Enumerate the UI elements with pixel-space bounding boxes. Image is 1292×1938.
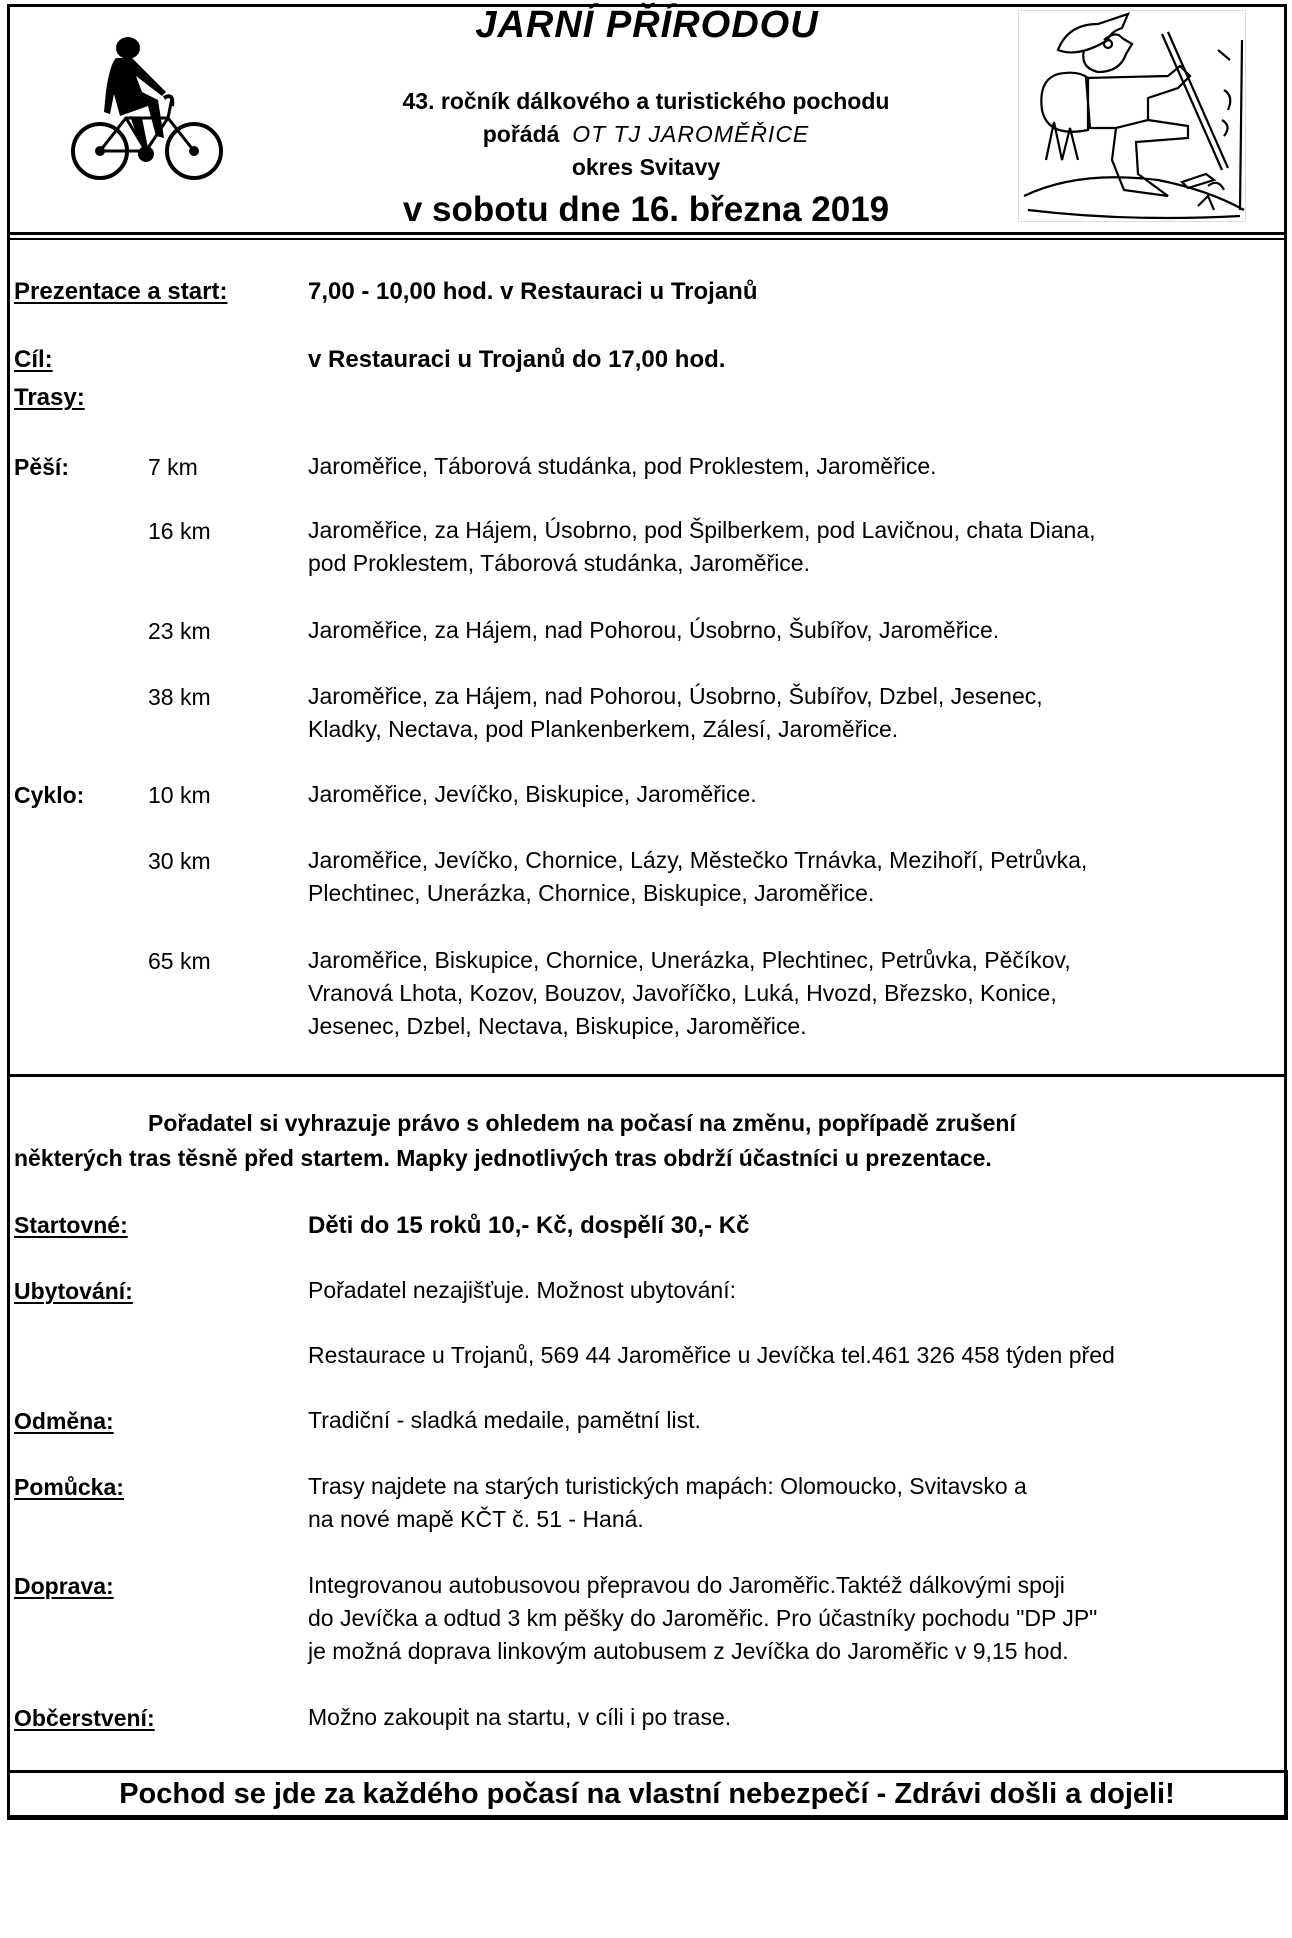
route-distance: 38 km bbox=[148, 684, 211, 710]
obcerstveni-value: Možno zakoupit na startu, v cíli i po trase. bbox=[308, 1704, 732, 1730]
footer-banner bbox=[7, 1770, 1288, 1820]
route-distance: 7 km bbox=[148, 454, 198, 480]
doprava-line: do Jevíčka a odtud 3 km pěšky do Jaroměřic. Pro účastníky pochodu "DP JP" bbox=[308, 1605, 1098, 1631]
frame-left-border bbox=[7, 4, 10, 1770]
startovne-label: Startovné: bbox=[14, 1212, 128, 1238]
ubytovani-label: Ubytování: bbox=[14, 1278, 133, 1304]
route-line: Jaroměřice, za Hájem, nad Pohorou, Úsobrno, Šubířov, Dzbel, Jesenec, bbox=[308, 683, 1043, 709]
route-line: Kladky, Nectava, pod Plankenberkem, Zálesí, Jaroměřice. bbox=[308, 716, 899, 742]
cil-label: Cíl: bbox=[14, 346, 53, 373]
pomucka-label: Pomůcka: bbox=[14, 1474, 124, 1500]
route-line: pod Proklestem, Táborová studánka, Jaroměřice. bbox=[308, 550, 810, 576]
route-distance: 23 km bbox=[148, 618, 211, 644]
organizer-line bbox=[0, 121, 1292, 148]
title-text: JARNÍ PŘÍRODOU bbox=[475, 4, 819, 46]
route-line: Jaroměřice, Táborová studánka, pod Proklestem, Jaroměřice. bbox=[308, 453, 937, 479]
odmena-value: Tradiční - sladká medaile, pamětní list. bbox=[308, 1407, 701, 1433]
doprava-line: Integrovanou autobusovou přepravou do Jaroměřic.Taktéž dálkovými spoji bbox=[308, 1572, 1065, 1598]
prezentace-value: 7,00 - 10,00 hod. v Restauraci u Trojanů bbox=[308, 278, 758, 305]
ubytovani-contact: Restaurace u Trojanů, 569 44 Jaroměřice u Jevíčka tel.461 326 458 týden před bbox=[308, 1342, 1115, 1368]
prezentace-label: Prezentace a start: bbox=[14, 278, 228, 305]
route-distance: 65 km bbox=[148, 948, 211, 974]
route-line: Jaroměřice, Jevíčko, Biskupice, Jaroměřice. bbox=[308, 781, 757, 807]
header-divider-second bbox=[7, 238, 1287, 240]
doprava-label: Doprava: bbox=[14, 1573, 114, 1599]
route-line: Jaroměřice, za Hájem, nad Pohorou, Úsobrno, Šubířov, Jaroměřice. bbox=[308, 617, 1000, 643]
route-line: Jaroměřice, Biskupice, Chornice, Unerázka, Plechtinec, Petrůvka, Pěčíkov, bbox=[308, 947, 1071, 973]
notice-line-2: některých tras těsně před startem. Mapky jednotlivých tras obdrží účastníci u prezentace. bbox=[14, 1145, 992, 1171]
trasy-label: Trasy: bbox=[14, 384, 85, 411]
pesi-label: Pěší: bbox=[14, 454, 69, 480]
pomucka-line: Trasy najdete na starých turistických mapách: Olomoucko, Svitavsko a bbox=[308, 1473, 1027, 1499]
page-title bbox=[0, 4, 1292, 47]
route-line: Vranová Lhota, Kozov, Bouzov, Javoříčko, Luká, Hvozd, Březsko, Konice, bbox=[308, 980, 1057, 1006]
event-date: v sobotu dne 16. března 2019 bbox=[402, 190, 890, 229]
cil-value: v Restauraci u Trojanů do 17,00 hod. bbox=[308, 346, 726, 373]
route-line: Plechtinec, Unerázka, Chornice, Biskupice, Jaroměřice. bbox=[308, 880, 875, 906]
route-distance: 10 km bbox=[148, 782, 211, 808]
footer-text: Pochod se jde za každého počasí na vlastní nebezpečí - Zdrávi došli a dojeli! bbox=[119, 1777, 1175, 1810]
doprava-line: je možná doprava linkovým autobusem z Jevíčka do Jaroměřic v 9,15 hod. bbox=[308, 1638, 1069, 1664]
route-line: Jaroměřice, Jevíčko, Chornice, Lázy, Městečko Trnávka, Mezihoří, Petrůvka, bbox=[308, 847, 1088, 873]
cyklo-label: Cyklo: bbox=[14, 782, 85, 808]
frame-right-border bbox=[1284, 4, 1287, 1770]
organizer-prefix: pořádá bbox=[482, 121, 560, 147]
edition-line: 43. ročník dálkového a turistického pochodu bbox=[402, 88, 890, 114]
route-line: Jaroměřice, za Hájem, Úsobrno, pod Špilberkem, pod Lavičnou, chata Diana, bbox=[308, 517, 1096, 543]
odmena-label: Odměna: bbox=[14, 1408, 114, 1434]
pomucka-line: na nové mapě KČT č. 51 - Haná. bbox=[308, 1506, 644, 1532]
route-line: Jesenec, Dzbel, Nectava, Biskupice, Jaroměřice. bbox=[308, 1013, 807, 1039]
district-line: okres Svitavy bbox=[571, 154, 721, 180]
section-divider bbox=[7, 1074, 1287, 1077]
header-divider bbox=[7, 232, 1287, 235]
route-distance: 30 km bbox=[148, 848, 211, 874]
ubytovani-value: Pořadatel nezajišťuje. Možnost ubytování: bbox=[308, 1277, 736, 1303]
route-distance: 16 km bbox=[148, 518, 211, 544]
obcerstveni-label: Občerstvení: bbox=[14, 1705, 155, 1731]
organizer-name: OT TJ JAROMĚŘICE bbox=[572, 121, 810, 147]
startovne-value: Děti do 15 roků 10,- Kč, dospělí 30,- Kč bbox=[308, 1212, 750, 1239]
notice-line-1: Pořadatel si vyhrazuje právo s ohledem na počasí na změnu, popřípadě zrušení bbox=[148, 1110, 1016, 1136]
